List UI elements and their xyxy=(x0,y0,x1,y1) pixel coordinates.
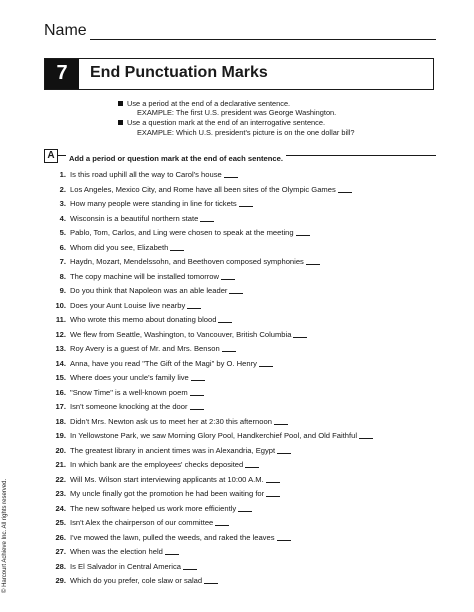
item-text: Didn't Mrs. Newton ask us to meet her at 2:30 this afternoon xyxy=(70,416,272,426)
item-number: 12. xyxy=(55,329,66,339)
answer-blank[interactable] xyxy=(238,504,252,512)
answer-blank[interactable] xyxy=(218,315,232,323)
item-text: Will Ms. Wilson start interviewing applicants at 10:00 A.M. xyxy=(70,474,264,484)
answer-blank[interactable] xyxy=(165,547,179,555)
item-number: 6. xyxy=(59,242,66,252)
list-item xyxy=(48,574,428,589)
name-answer-line[interactable] xyxy=(90,39,436,40)
item-text: Los Angeles, Mexico City, and Rome have all been sites of the Olympic Games xyxy=(70,184,336,194)
list-item xyxy=(48,429,428,444)
item-text: Pablo, Tom, Carlos, and Ling were chosen to speak at the meeting xyxy=(70,228,294,237)
item-number: 19. xyxy=(55,431,66,440)
item-text: Whom did you see, Elizabeth xyxy=(70,242,169,252)
answer-blank[interactable] xyxy=(266,489,280,497)
item-text: In Yellowstone Park, we saw Morning Glory Pool, Handkerchief Pool, and Old Faithful xyxy=(70,431,358,440)
list-item xyxy=(48,328,428,343)
list-item xyxy=(48,560,428,575)
answer-blank[interactable] xyxy=(259,359,273,367)
item-text: The copy machine will be installed tomorrow xyxy=(70,271,219,281)
square-bullet-icon xyxy=(118,120,123,125)
item-number: 15. xyxy=(55,373,66,382)
item-number: 17. xyxy=(55,402,66,411)
item-text: When was the election held xyxy=(70,547,163,556)
item-number: 18. xyxy=(55,416,66,426)
square-bullet-icon xyxy=(118,101,123,106)
item-number: 24. xyxy=(55,503,66,513)
copyright-notice: © Harcourt Achieve Inc. All rights reserved. xyxy=(2,478,8,593)
item-text: I've mowed the lawn, pulled the weeds, and raked the leaves xyxy=(70,532,275,542)
name-label: Name xyxy=(44,22,87,39)
answer-blank[interactable] xyxy=(274,417,288,425)
item-number: 9. xyxy=(59,286,66,295)
item-text: The greatest library in ancient times was in Alexandria, Egypt xyxy=(70,445,276,455)
item-text: Haydn, Mozart, Mendelssohn, and Beethoven composed symphonies xyxy=(70,257,304,266)
rule-text: Use a period at the end of a declarative sentence. xyxy=(127,99,291,108)
item-text: How many people were standing in line for tickets xyxy=(70,199,237,208)
item-number: 4. xyxy=(59,213,66,223)
list-item xyxy=(48,183,428,198)
list-item xyxy=(48,400,428,415)
item-text: In which bank are the employees' checks deposited xyxy=(70,460,244,469)
item-number: 29. xyxy=(55,576,66,585)
item-text: Roy Avery is a guest of Mr. and Mrs. Benson xyxy=(70,344,220,353)
list-item xyxy=(48,168,428,183)
item-number: 25. xyxy=(55,518,66,527)
answer-blank[interactable] xyxy=(190,388,204,396)
item-number: 3. xyxy=(59,199,66,208)
list-item xyxy=(48,241,428,256)
section-badge: A xyxy=(44,149,58,163)
item-text: Which do you prefer, cole slaw or salad xyxy=(70,576,203,585)
item-number: 2. xyxy=(59,184,66,194)
item-number: 28. xyxy=(55,561,66,571)
answer-blank[interactable] xyxy=(224,170,238,178)
list-item xyxy=(48,371,428,386)
page-title: End Punctuation Marks xyxy=(90,64,268,81)
list-item xyxy=(48,342,428,357)
item-number: 10. xyxy=(55,300,66,310)
answer-blank[interactable] xyxy=(187,301,201,309)
unit-number: 7 xyxy=(45,59,79,89)
item-text: Anna, have you read "The Gift of the Magi" by O. Henry xyxy=(70,358,257,368)
list-item xyxy=(48,444,428,459)
answer-blank[interactable] xyxy=(296,228,310,236)
item-text: Is El Salvador in Central America xyxy=(70,561,181,571)
item-text: The new software helped us work more efficiently xyxy=(70,503,237,513)
item-number: 14. xyxy=(55,358,66,368)
item-text: Does your Aunt Louise live nearby xyxy=(70,300,186,310)
list-item xyxy=(48,226,428,241)
answer-blank[interactable] xyxy=(229,286,243,294)
item-number: 27. xyxy=(55,547,66,556)
item-text: Who wrote this memo about donating blood xyxy=(70,315,217,324)
item-text: Wisconsin is a beautiful northern state xyxy=(70,213,199,223)
item-text: My uncle finally got the promotion he had been waiting for xyxy=(70,489,265,498)
answer-blank[interactable] xyxy=(200,214,214,222)
list-item xyxy=(48,270,428,285)
answer-blank[interactable] xyxy=(170,243,184,251)
rule-item xyxy=(118,118,438,136)
answer-blank[interactable] xyxy=(245,460,259,468)
rules-list xyxy=(118,99,438,138)
list-item xyxy=(48,531,428,546)
answer-blank[interactable] xyxy=(190,402,204,410)
answer-blank[interactable] xyxy=(221,272,235,280)
item-number: 8. xyxy=(59,271,66,281)
answer-blank[interactable] xyxy=(239,199,253,207)
list-item xyxy=(48,357,428,372)
list-item xyxy=(48,313,428,328)
list-item xyxy=(48,473,428,488)
rule-example: EXAMPLE: Which U.S. president's picture is on the one dollar bill? xyxy=(137,127,355,137)
list-item xyxy=(48,545,428,560)
item-text: Do you think that Napoleon was an able leader xyxy=(70,286,228,295)
list-item xyxy=(48,197,428,212)
item-number: 16. xyxy=(55,387,66,397)
item-text: Where does your uncle's family live xyxy=(70,373,189,382)
answer-blank[interactable] xyxy=(183,562,197,570)
item-text: "Snow Time" is a well-known poem xyxy=(70,387,188,397)
item-number: 1. xyxy=(59,170,66,179)
name-row xyxy=(44,22,436,42)
answer-blank[interactable] xyxy=(191,373,205,381)
answer-blank[interactable] xyxy=(277,446,291,454)
list-item xyxy=(48,516,428,531)
item-text: Isn't Alex the chairperson of our committee xyxy=(70,518,214,527)
section-instruction: Add a period or question mark at the end of each sentence. xyxy=(66,154,286,163)
list-item xyxy=(48,487,428,502)
answer-blank[interactable] xyxy=(338,185,352,193)
rule-example: EXAMPLE: The first U.S. president was George Washington. xyxy=(137,108,337,118)
answer-blank[interactable] xyxy=(359,431,373,439)
exercise-list xyxy=(48,168,428,589)
list-item xyxy=(48,502,428,517)
list-item xyxy=(48,415,428,430)
answer-blank[interactable] xyxy=(222,344,236,352)
item-number: 23. xyxy=(55,489,66,498)
item-number: 21. xyxy=(55,460,66,469)
answer-blank[interactable] xyxy=(306,257,320,265)
answer-blank[interactable] xyxy=(277,533,291,541)
list-item xyxy=(48,458,428,473)
item-number: 13. xyxy=(55,344,66,353)
list-item xyxy=(48,386,428,401)
list-item xyxy=(48,255,428,270)
unit-title-bar xyxy=(44,58,434,90)
item-number: 22. xyxy=(55,474,66,484)
item-text: Isn't someone knocking at the door xyxy=(70,402,188,411)
answer-blank[interactable] xyxy=(204,576,218,584)
list-item xyxy=(48,284,428,299)
answer-blank[interactable] xyxy=(293,330,307,338)
item-number: 26. xyxy=(55,532,66,542)
item-text: We flew from Seattle, Washington, to Vancouver, British Columbia xyxy=(70,329,292,339)
rule-item xyxy=(118,99,438,117)
item-number: 5. xyxy=(59,228,66,237)
rule-text: Use a question mark at the end of an interrogative sentence. xyxy=(127,118,326,128)
answer-blank[interactable] xyxy=(266,475,280,483)
item-text: Is this road uphill all the way to Carol's house xyxy=(70,170,222,179)
answer-blank[interactable] xyxy=(215,518,229,526)
list-item xyxy=(48,212,428,227)
item-number: 7. xyxy=(59,257,66,266)
item-number: 11. xyxy=(55,315,66,324)
item-number: 20. xyxy=(55,445,66,455)
list-item xyxy=(48,299,428,314)
